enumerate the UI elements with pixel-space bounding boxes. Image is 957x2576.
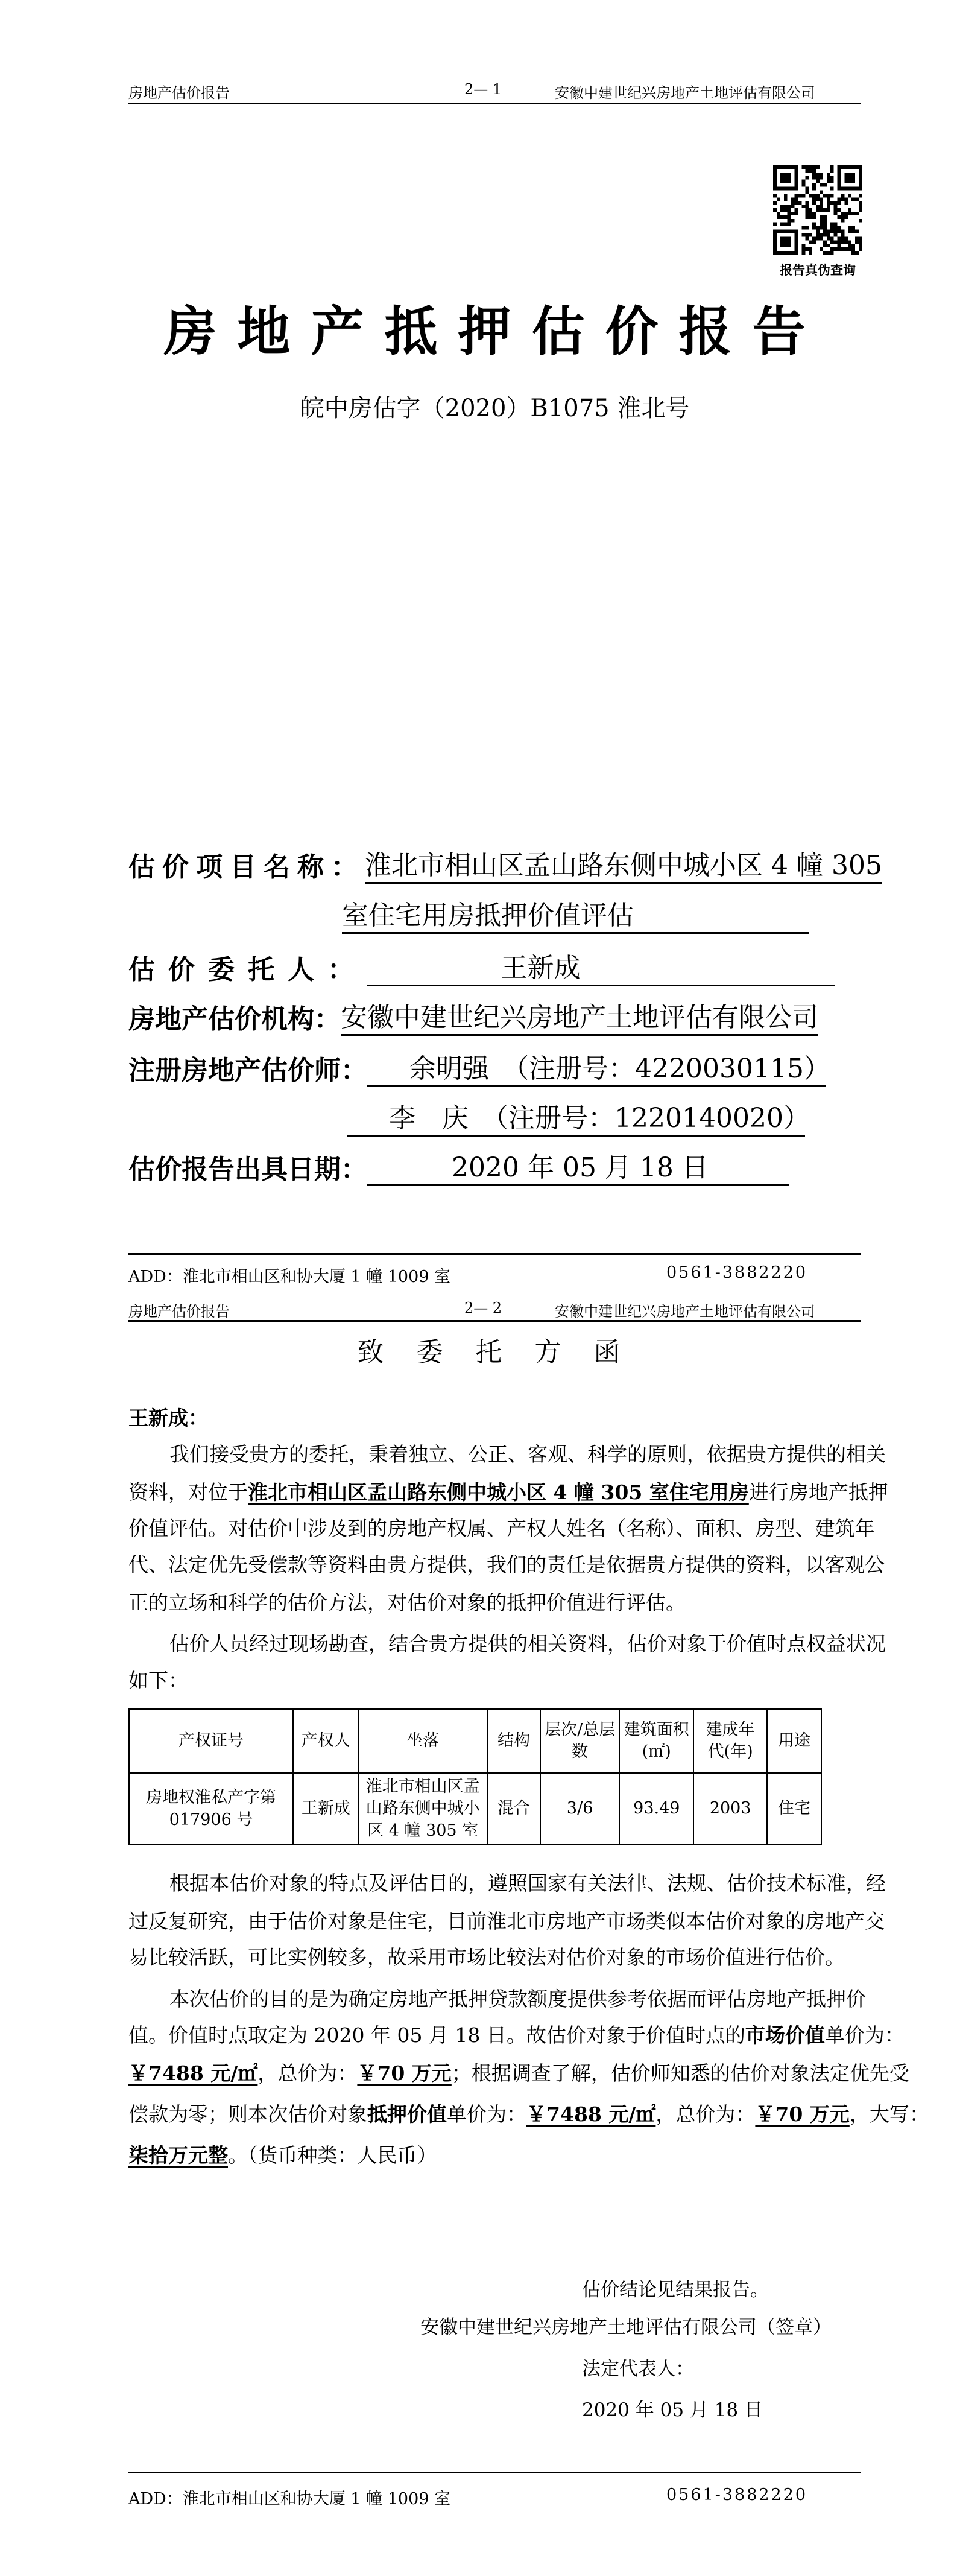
text-line	[128, 1984, 866, 2012]
conclusion-note: 估价结论见结果报告。	[582, 2279, 769, 2301]
text-line	[128, 2099, 929, 2127]
text-segment: 估价人员经过现场勘查，结合贵方提供的相关资料，估价对象于价值时点权益状况	[169, 1632, 886, 1655]
text-segment: 进行房地产抵押	[748, 1480, 888, 1504]
text-segment: 过反复研究，由于估价对象是住宅，目前淮北市房地产市场类似本估价对象的房地产交	[128, 1909, 885, 1933]
text-segment: ，总价为：	[257, 2061, 358, 2085]
text-segment: 单价为：	[447, 2102, 526, 2126]
column-header: 层次/总层数	[540, 1709, 619, 1773]
text-segment: 价值评估。对估价中涉及到的房地产权属、产权人姓名（名称）、面积、房型、建筑年	[128, 1517, 875, 1540]
footer-divider	[128, 2472, 861, 2473]
text-segment: 易比较活跃，可比实例较多，故采用市场比较法对估价对象的市场价值进行估价。	[128, 1946, 845, 1969]
header-divider	[128, 103, 861, 104]
column-header: 产权证号	[129, 1709, 293, 1773]
text-line	[128, 1549, 885, 1578]
legal-representative: 法定代表人：	[582, 2358, 694, 2380]
footer-phone: 0561-3882220	[666, 2486, 808, 2504]
text-line	[128, 1942, 861, 1970]
signing-date: 2020 年 05 月 18 日	[582, 2399, 763, 2421]
column-header: 建筑面积(㎡)	[619, 1709, 693, 1773]
salutation: 王新成：	[128, 1406, 208, 1430]
text-segment: ，大写：	[849, 2102, 929, 2126]
text-line	[128, 1868, 886, 1896]
field-project	[128, 848, 882, 884]
report-title: 房地产抵押估价报告	[163, 300, 826, 363]
header-page-number: 2— 1	[464, 81, 502, 98]
text-segment: 我们接受贵方的委托，秉着独立、公正、客观、科学的原则，依据贵方提供的相关	[169, 1442, 886, 1466]
field-project-cont	[342, 898, 809, 934]
table-row	[129, 1773, 821, 1845]
table-cell: 3/6	[540, 1773, 619, 1845]
date-label: 估价报告出具日期：	[128, 1154, 367, 1185]
field-client	[128, 950, 835, 986]
field-agency	[128, 1000, 818, 1036]
text-line	[128, 1439, 886, 1467]
text-segment: 如下：	[128, 1669, 188, 1692]
column-header: 用途	[767, 1709, 821, 1773]
header-company: 安徽中建世纪兴房地产土地评估有限公司	[555, 1303, 815, 1320]
text-segment: 正的立场和科学的估价方法，对估价对象的抵押价值进行评估。	[128, 1591, 686, 1614]
text-segment: 。（货币种类：人民币）	[228, 2143, 437, 2167]
text-line	[128, 1477, 888, 1505]
field-appraiser	[128, 1051, 830, 1087]
header-page-number: 2— 2	[464, 1299, 502, 1316]
report-number: 皖中房估字（2020）B1075 淮北号	[300, 395, 690, 422]
table-header-row	[129, 1709, 821, 1773]
text-segment: ，总价为：	[655, 2102, 756, 2126]
text-line	[128, 1628, 886, 1657]
text-line	[128, 2020, 905, 2048]
project-label: 估价项目名称：	[128, 852, 365, 883]
signing-company: 安徽中建世纪兴房地产土地评估有限公司（签章）	[420, 2317, 832, 2338]
text-line	[128, 1587, 861, 1616]
emphasized-text: ￥7488 元/㎡	[128, 2061, 258, 2085]
table-cell: 混合	[487, 1773, 540, 1845]
table-cell: 王新成	[293, 1773, 358, 1845]
footer-phone: 0561-3882220	[666, 1263, 808, 1282]
text-segment: 根据本估价对象的特点及评估目的，遵照国家有关法律、法规、估价技术标准，经	[169, 1871, 886, 1895]
emphasized-text: ￥70 万元	[755, 2102, 850, 2126]
project-value-line2: 室住宅用房抵押价值评估	[342, 893, 809, 934]
emphasized-text: ￥70 万元	[357, 2061, 452, 2085]
footer-address: ADD：淮北市相山区和协大厦 1 幢 1009 室	[128, 2490, 451, 2508]
text-line	[128, 1665, 861, 1693]
text-line	[128, 1513, 875, 1541]
text-line	[128, 1906, 885, 1934]
emphasized-text: 抵押价值	[367, 2102, 447, 2126]
header-divider	[128, 1320, 861, 1322]
appraiser-1: 余明强 （注册号：4220030115）	[367, 1047, 826, 1087]
column-header: 产权人	[293, 1709, 358, 1773]
emphasized-text: 市场价值	[745, 2023, 825, 2047]
date-value: 2020 年 05 月 18 日	[367, 1146, 789, 1186]
qr-label: 报告真伪查询	[780, 262, 856, 278]
text-segment: 值。价值时点取定为 2020 年 05 月 18 日。故估价对象于价值时点的	[128, 2023, 745, 2047]
field-date	[128, 1150, 789, 1186]
text-segment: 代、法定优先受偿款等资料由贵方提供，我们的责任是依据贵方提供的资料，以客观公	[128, 1553, 885, 1576]
table-cell: 淮北市相山区孟山路东侧中城小区 4 幢 305 室	[358, 1773, 487, 1845]
text-segment: ；根据调查了解，估价师知悉的估价对象法定优先受	[451, 2061, 909, 2085]
table-cell: 住宅	[767, 1773, 821, 1845]
emphasized-text: 淮北市相山区孟山路东侧中城小区 4 幢 305 室住宅用房	[248, 1480, 749, 1504]
property-table	[128, 1708, 822, 1845]
agency-value: 安徽中建世纪兴房地产土地评估有限公司	[341, 995, 818, 1036]
header-left: 房地产估价报告	[128, 84, 230, 101]
footer-address: ADD：淮北市相山区和协大厦 1 幢 1009 室	[128, 1267, 451, 1286]
text-segment: 单价为：	[824, 2023, 905, 2047]
column-header: 结构	[487, 1709, 540, 1773]
footer-divider	[128, 1253, 861, 1255]
appraiser-2: 李 庆 （注册号：1220140020）	[347, 1096, 805, 1137]
client-label: 估价委托人：	[128, 954, 367, 985]
text-line	[128, 2140, 861, 2168]
text-segment: 本次估价的目的是为确定房地产抵押贷款额度提供参考依据而评估房地产抵押价	[169, 1987, 866, 2011]
table-cell: 93.49	[619, 1773, 693, 1845]
table-cell: 房地权淮私产字第017906 号	[129, 1773, 293, 1845]
column-header: 建成年代(年)	[693, 1709, 767, 1773]
table-cell: 2003	[693, 1773, 767, 1845]
text-segment: 资料，对位于	[128, 1480, 248, 1504]
letter-title: 致 委 托 方 函	[357, 1337, 633, 1368]
text-segment: 偿款为零；则本次估价对象	[128, 2102, 367, 2126]
header-left: 房地产估价报告	[128, 1303, 230, 1320]
appraiser-label: 注册房地产估价师：	[128, 1055, 367, 1086]
text-line	[128, 2058, 909, 2086]
qr-code-icon[interactable]	[773, 165, 862, 255]
project-value-line1: 淮北市相山区孟山路东侧中城小区 4 幢 305	[365, 843, 882, 884]
agency-label: 房地产估价机构：	[128, 1004, 341, 1035]
field-appraiser-2	[347, 1100, 810, 1137]
client-value: 王新成	[367, 946, 835, 986]
column-header: 坐落	[358, 1709, 487, 1773]
header-company: 安徽中建世纪兴房地产土地评估有限公司	[555, 84, 815, 101]
emphasized-text: ￥7488 元/㎡	[526, 2102, 656, 2126]
emphasized-text: 柒拾万元整	[128, 2143, 228, 2167]
